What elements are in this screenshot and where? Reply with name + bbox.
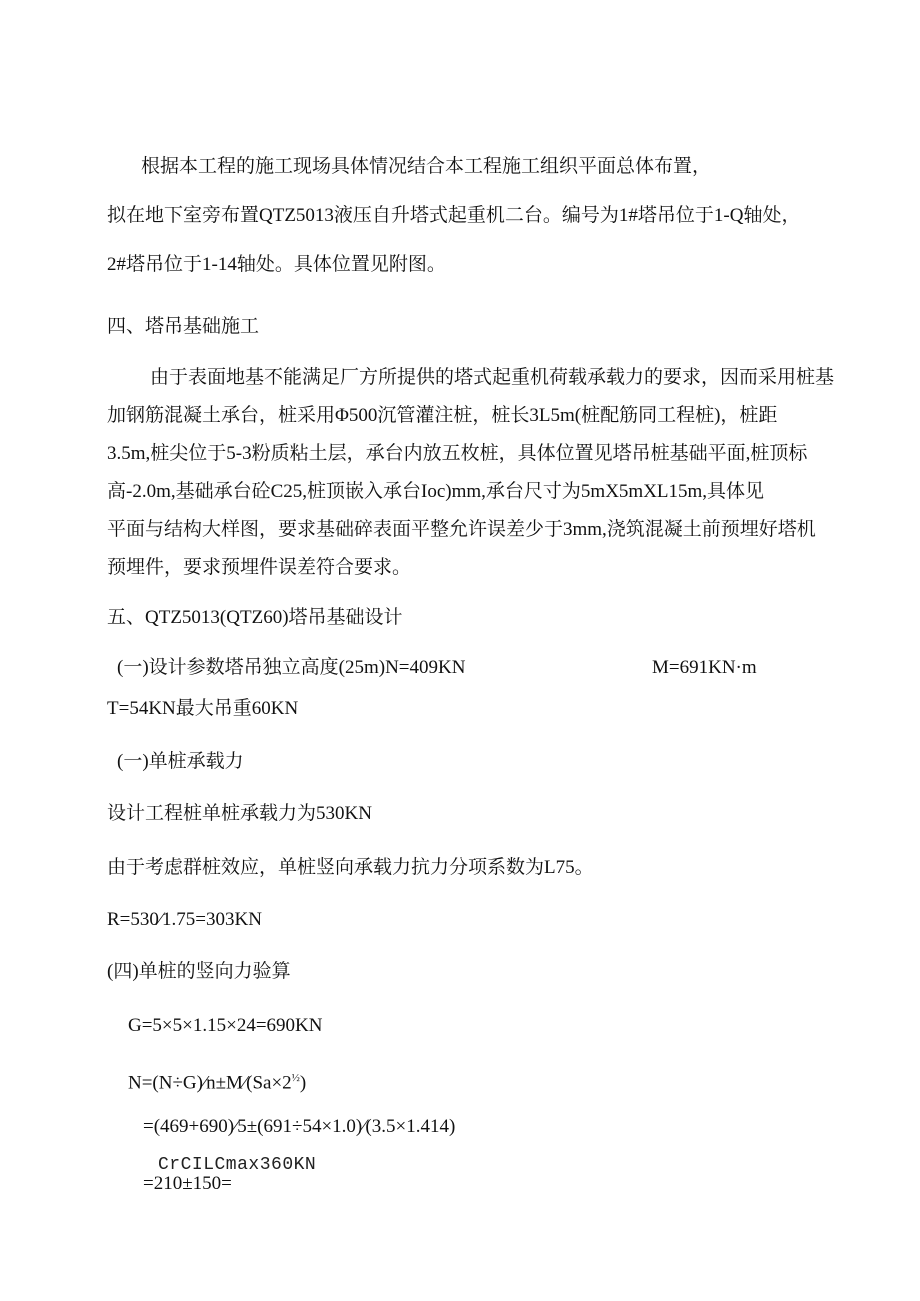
- ocr-artifact-line: CrCILCmax360KN: [158, 1155, 317, 1175]
- n-formula: [128, 1066, 306, 1095]
- n-formula-main: N=(N÷G)⁄n±M⁄(Sa×2: [128, 1072, 292, 1094]
- design-params-right: M=691KN·m: [652, 657, 757, 678]
- paragraph-1-line-2: 拟在地下室旁布置QTZ5013液压自升塔式起重机二台。编号为1#塔吊位于1-Q轴处，: [107, 205, 801, 226]
- single-pile-heading: (一)单桩承载力: [117, 751, 244, 772]
- n-formula-end: ): [299, 1072, 307, 1094]
- section-4-line-6: 预埋件，要求预埋件误差符合要求。: [107, 557, 412, 578]
- section-4-heading: 四、塔吊基础施工: [107, 316, 260, 337]
- section-4-line-2: 加钢筋混凝土承台，桩采用Φ500沉管灌注桩，桩长3L5m(桩配筋同工程桩)，桩距: [107, 405, 778, 426]
- calculation-line: =(469+690)⁄5±(691÷54×1.0)⁄(3.5×1.414): [143, 1116, 456, 1137]
- design-params-left: (一)设计参数塔吊独立高度(25m)N=409KN: [117, 657, 466, 678]
- vertical-force-heading: (四)单桩的竖向力验算: [107, 961, 291, 982]
- result-line: =210±150=: [143, 1173, 232, 1194]
- n-formula-exponent: ½: [291, 1072, 300, 1084]
- section-5-heading: 五、QTZ5013(QTZ60)塔吊基础设计: [107, 607, 403, 628]
- paragraph-1-line-1: 根据本工程的施工现场具体情况结合本工程施工组织平面总体布置，: [141, 156, 712, 177]
- design-params-line-2: T=54KN最大吊重60KN: [107, 698, 299, 719]
- section-4-line-4: 高-2.0m,基础承台砼C25,桩顶嵌入承台Ioc)mm,承台尺寸为5mX5mXL15m,具体见: [107, 481, 765, 502]
- r-formula: R=530⁄1.75=303KN: [107, 909, 262, 930]
- section-4-line-1: 由于表面地基不能满足厂方所提供的塔式起重机荷载承载力的要求，因而采用桩基: [150, 367, 835, 388]
- g-formula: G=5×5×1.15×24=690KN: [128, 1015, 323, 1036]
- resistance-factor-text: 由于考虑群桩效应，单桩竖向承载力抗力分项系数为L75。: [107, 857, 594, 878]
- section-4-line-5: 平面与结构大样图，要求基础碎表面平整允许误差少于3mm,浇筑混凝土前预埋好塔机: [107, 519, 816, 540]
- section-4-line-3: 3.5m,桩尖位于5-3粉质粘土层，承台内放五枚桩，具体位置见塔吊桩基础平面,桩顶标: [107, 443, 808, 464]
- paragraph-1-line-3: 2#塔吊位于1-14轴处。具体位置见附图。: [107, 254, 446, 275]
- pile-capacity-text: 设计工程桩单桩承载力为530KN: [107, 803, 372, 824]
